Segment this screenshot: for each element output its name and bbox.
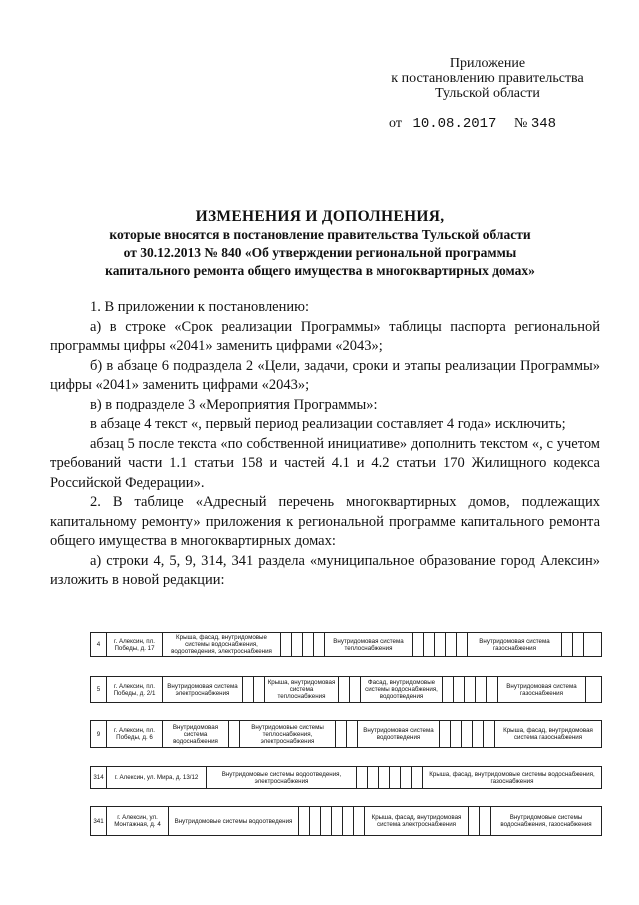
row-address: г. Алексин, пл. Победы, д. 6 bbox=[107, 721, 163, 747]
number-prefix: № bbox=[513, 116, 528, 131]
empty-cell bbox=[299, 807, 310, 835]
row-address: г. Алексин, ул. Монтажная, д. 4 bbox=[107, 807, 169, 835]
empty-cell bbox=[457, 633, 468, 656]
table-row bbox=[90, 720, 602, 748]
table-row bbox=[90, 766, 602, 789]
row-work-4: Крыша, фасад, внутридомовая система газоснабжения bbox=[503, 727, 593, 741]
table-row bbox=[90, 806, 602, 836]
row-work-1: Внутридомовые системы водоотведения, электроснабжения bbox=[207, 767, 357, 788]
empty-cell bbox=[243, 677, 254, 702]
empty-cell bbox=[347, 721, 358, 747]
row-number: 314 bbox=[91, 767, 107, 788]
empty-cell bbox=[336, 721, 347, 747]
row-address: г. Алексин, ул. Мира, д. 13/12 bbox=[107, 767, 207, 788]
empty-cell bbox=[573, 633, 584, 656]
date-prefix: от bbox=[389, 116, 402, 131]
row-address: г. Алексин, пл. Победы, д. 2/1 bbox=[107, 677, 163, 702]
row-work-4: Внутридомовая система газоснабжения bbox=[498, 677, 586, 702]
empty-cell bbox=[443, 677, 454, 702]
paragraph-5: в абзаце 4 текст «, первый период реализации составляет 4 года» исключить; bbox=[90, 416, 566, 432]
row-work-1: Внутридомовые системы водоотведения bbox=[169, 807, 299, 835]
empty-cell bbox=[454, 677, 465, 702]
decree-date: 10.08.2017 bbox=[412, 116, 497, 132]
empty-cell bbox=[586, 677, 601, 702]
paragraph-2: а) в строке «Срок реализации Программы» таблицы паспорта региональной программы цифры «2041» заменить цифрами «2043»; bbox=[50, 318, 600, 354]
empty-cell bbox=[584, 633, 601, 656]
empty-cell bbox=[424, 633, 435, 656]
decree-date-line bbox=[389, 116, 556, 132]
empty-cell bbox=[390, 767, 401, 788]
row-work-2: Внутридомовая система теплоснабжения bbox=[325, 633, 413, 656]
appendix-line-3: Тульской области bbox=[435, 86, 540, 101]
empty-cell bbox=[314, 633, 325, 656]
empty-cell bbox=[451, 721, 462, 747]
empty-cell bbox=[281, 633, 292, 656]
paragraph-6: абзац 5 после текста «по собственной инициативе» дополнить текстом «, с учетом требований части 1.1 статьи 158 и частей 4.1 и 4.2 статьи 170 Жилищного кодекса Российской Федерации». bbox=[50, 435, 600, 491]
row-work-2: Крыша, фасад, внутридомовая система электроснабжения bbox=[365, 807, 469, 835]
empty-cell bbox=[310, 807, 321, 835]
row-work-3: Внутридомовые системы водоснабжения, газоснабжения bbox=[500, 814, 592, 828]
empty-cell bbox=[303, 633, 314, 656]
decree-number: 348 bbox=[530, 116, 557, 132]
empty-cell bbox=[469, 807, 480, 835]
paragraph-3: б) в абзаце 6 подраздела 2 «Цели, задачи, сроки и этапы реализации Программы» цифры «2041» заменить цифрами «2043»; bbox=[50, 357, 600, 393]
paragraph-1: 1. В приложении к постановлению: bbox=[90, 299, 310, 315]
appendix-header bbox=[380, 56, 595, 101]
row-work-2: Крыша, фасад, внутридомовые системы водоснабжения, газоснабжения bbox=[429, 770, 595, 785]
empty-cell bbox=[254, 677, 265, 702]
row-number: 4 bbox=[91, 633, 107, 656]
row-work-1: Внутридомовая система электроснабжения bbox=[163, 677, 243, 702]
title-heading: ИЗМЕНЕНИЯ И ДОПОЛНЕНИЯ, bbox=[195, 208, 445, 225]
empty-cell bbox=[476, 677, 487, 702]
paragraph-8: а) строки 4, 5, 9, 314, 341 раздела «муниципальное образование город Алексин» изложить в новой редакции: bbox=[50, 552, 600, 588]
paragraph-7: 2. В таблице «Адресный перечень многоквартирных домов, подлежащих капитальному ремонту» приложения к региональной программе капитального ремонта общего имущества в многоквартирных домах: bbox=[50, 494, 600, 549]
empty-cell bbox=[357, 767, 368, 788]
title-line-2: которые вносятся в постановление правительства Тульской области bbox=[109, 227, 531, 242]
row-number: 9 bbox=[91, 721, 107, 747]
empty-cell bbox=[339, 677, 350, 702]
empty-cell bbox=[562, 633, 573, 656]
row-work-2: Крыша, внутридомовая система теплоснабжения bbox=[265, 677, 339, 702]
row-work-3: Внутридомовая система водоотведения bbox=[358, 721, 440, 747]
empty-cell bbox=[440, 721, 451, 747]
empty-cell bbox=[473, 721, 484, 747]
row-work-3: Внутридомовая система газоснабжения bbox=[468, 633, 562, 656]
empty-cell bbox=[379, 767, 390, 788]
appendix-line-1: Приложение bbox=[449, 56, 526, 71]
empty-cell bbox=[462, 721, 473, 747]
empty-cell bbox=[413, 633, 424, 656]
empty-cell bbox=[332, 807, 343, 835]
row-number: 341 bbox=[91, 807, 107, 835]
empty-cell bbox=[480, 807, 491, 835]
title-line-4: капитального ремонта общего имущества в многоквартирных домах» bbox=[105, 263, 535, 278]
empty-cell bbox=[292, 633, 303, 656]
row-work-1: Крыша, фасад, внутридомовые системы водоснабжения, водоотведения, электроснабжения bbox=[163, 633, 281, 656]
empty-cell bbox=[368, 767, 379, 788]
empty-cell bbox=[343, 807, 354, 835]
empty-cell bbox=[435, 633, 446, 656]
empty-cell bbox=[354, 807, 365, 835]
document-body bbox=[50, 298, 600, 591]
empty-cell bbox=[412, 767, 423, 788]
title-line-3: от 30.12.2013 № 840 «Об утверждении региональной программы bbox=[123, 245, 517, 260]
row-address: г. Алексин, пл. Победы, д. 17 bbox=[107, 633, 163, 656]
row-number: 5 bbox=[91, 677, 107, 702]
row-work-2: Внутридомовые системы теплоснабжения, электроснабжения bbox=[240, 721, 336, 747]
empty-cell bbox=[350, 677, 361, 702]
empty-cell bbox=[487, 677, 498, 702]
table-row bbox=[90, 676, 602, 703]
table-row bbox=[90, 632, 602, 657]
paragraph-4: в) в подразделе 3 «Мероприятия Программы»: bbox=[90, 396, 378, 413]
empty-cell bbox=[446, 633, 457, 656]
empty-cell bbox=[401, 767, 412, 788]
row-work-3: Фасад, внутридомовые системы водоснабжения, водоотведения bbox=[361, 677, 443, 702]
document-title bbox=[40, 208, 600, 280]
empty-cell bbox=[465, 677, 476, 702]
empty-cell bbox=[321, 807, 332, 835]
appendix-line-2: к постановлению правительства bbox=[391, 71, 584, 86]
row-work-1: Внутридомовая система водоснабжения bbox=[163, 721, 229, 747]
empty-cell bbox=[229, 721, 240, 747]
empty-cell bbox=[484, 721, 495, 747]
